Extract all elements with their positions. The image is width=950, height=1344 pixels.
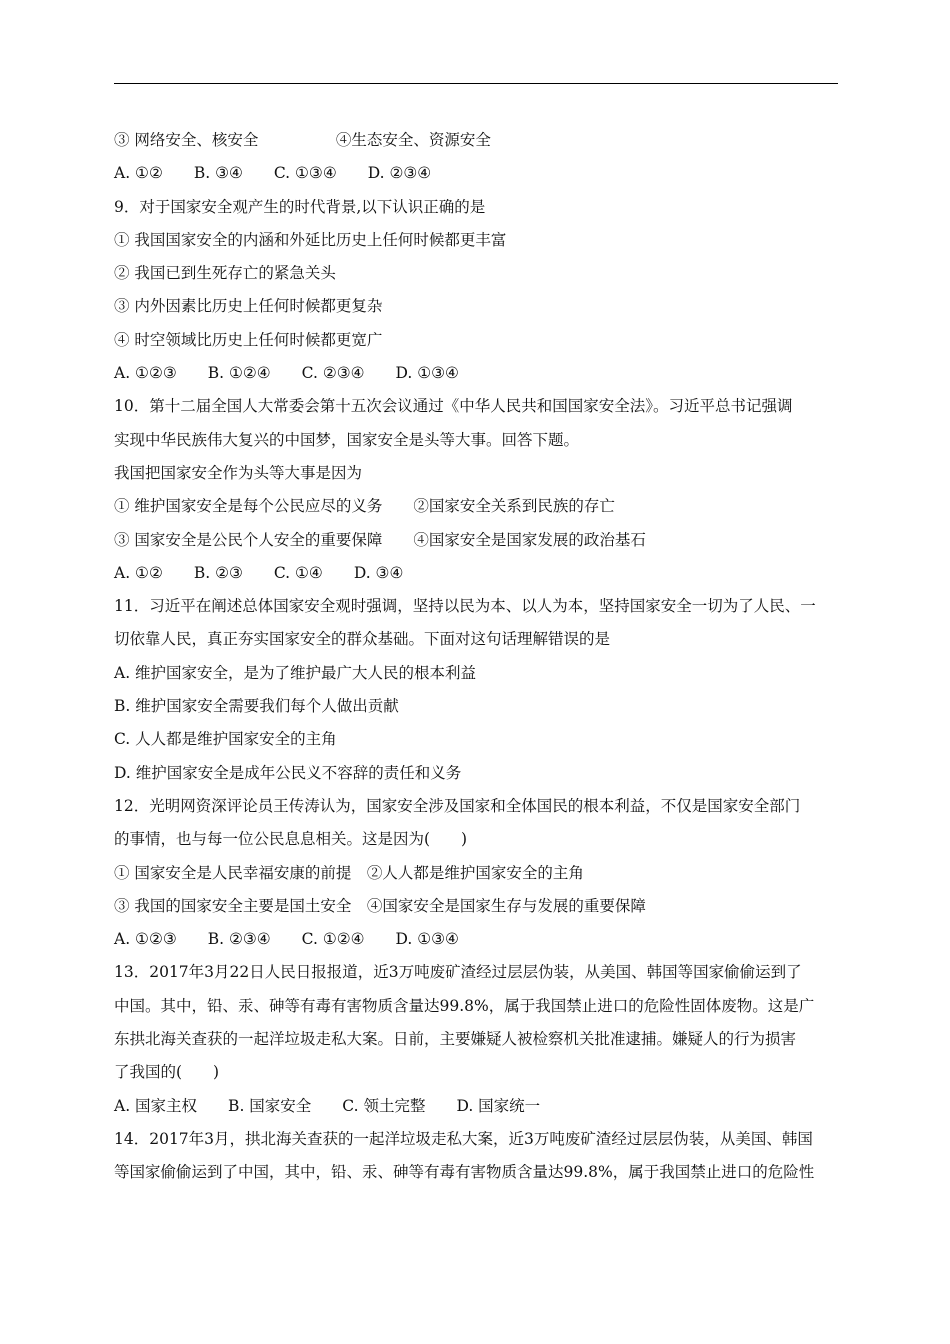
exam-page-body xyxy=(114,124,840,1190)
text-line: ④ 时空领域比历史上任何时候都更宽广 xyxy=(114,330,383,349)
text-line: 10．第十二届全国人大常委会第十五次会议通过《中华人民共和国国家安全法》。习近平总书记强调 xyxy=(114,397,793,416)
text-line: ③ 网络安全、核安全 ④生态安全、资源安全 xyxy=(114,131,491,149)
text-line: 切依靠人民，真正夯实国家安全的群众基础。下面对这句话理解错误的是 xyxy=(114,630,611,649)
text-line: 实现中华民族伟大复兴的中国梦，国家安全是头等大事。回答下题。 xyxy=(114,430,580,449)
text-line: 13．2017年3月22日人民日报报道，近3万吨废矿渣经过层层伪装，从美国、韩国等国家偷偷运到了 xyxy=(114,963,802,982)
text-line: 12．光明网资深评论员王传涛认为，国家安全涉及国家和全体国民的根本利益，不仅是国家安全部门 xyxy=(114,796,801,815)
text-line: 了我国的( ) xyxy=(114,1063,220,1082)
text-line: ① 国家安全是人民幸福安康的前提 ②人人都是维护国家安全的主角 xyxy=(114,863,584,882)
text-line: 等国家偷偷运到了中国，其中，铅、汞、砷等有毒有害物质含量达99.8%，属于我国禁止进口的危险性 xyxy=(114,1163,815,1182)
text-line: D. 维护国家安全是成年公民义不容辞的责任和义务 xyxy=(114,763,462,782)
text-line: ① 维护国家安全是每个公民应尽的义务 ②国家安全关系到民族的存亡 xyxy=(114,497,615,516)
text-line: A. ①②③ B. ①②④ C. ②③④ D. ①③④ xyxy=(114,364,459,383)
text-line: B. 维护国家安全需要我们每个人做出贡献 xyxy=(114,697,399,716)
text-line: ③ 我国的国家安全主要是国土安全 ④国家安全是国家生存与发展的重要保障 xyxy=(114,896,646,915)
text-line: 我国把国家安全作为头等大事是因为 xyxy=(114,463,363,482)
text-line: ① 我国国家安全的内涵和外延比历史上任何时候都更丰富 xyxy=(114,230,507,249)
text-line: 的事情，也与每一位公民息息相关。这是因为( ) xyxy=(114,830,468,849)
text-line: ③ 内外因素比历史上任何时候都更复杂 xyxy=(114,297,383,316)
text-line: 11．习近平在阐述总体国家安全观时强调，坚持以民为本、以人为本，坚持国家安全一切为了人民、一 xyxy=(114,597,816,616)
text-line: A. ①② B. ②③ C. ①④ D. ③④ xyxy=(114,563,404,582)
text-line: A. 维护国家安全，是为了维护最广大人民的根本利益 xyxy=(114,663,477,682)
text-line: A. ①② B. ③④ C. ①③④ D. ②③④ xyxy=(114,164,432,183)
text-line: 9．对于国家安全观产生的时代背景,以下认识正确的是 xyxy=(114,197,486,216)
text-line: A. 国家主权 B. 国家安全 C. 领土完整 D. 国家统一 xyxy=(114,1096,541,1115)
text-line: 中国。其中，铅、汞、砷等有毒有害物质含量达99.8%，属于我国禁止进口的危险性固体废物。这是广 xyxy=(114,996,815,1015)
text-line: ③ 国家安全是公民个人安全的重要保障 ④国家安全是国家发展的政治基石 xyxy=(114,530,646,549)
header-rule xyxy=(114,83,838,84)
text-line: 14．2017年3月，拱北海关查获的一起洋垃圾走私大案，近3万吨废矿渣经过层层伪装，从美国、韩国 xyxy=(114,1129,813,1148)
text-line: ② 我国已到生死存亡的紧急关头 xyxy=(114,264,336,283)
text-line: C. 人人都是维护国家安全的主角 xyxy=(114,730,337,749)
text-line: A. ①②③ B. ②③④ C. ①②④ D. ①③④ xyxy=(114,930,459,949)
text-line: 东拱北海关查获的一起洋垃圾走私大案。日前，主要嫌疑人被检察机关批准逮捕。嫌疑人的行为损害 xyxy=(114,1030,797,1049)
